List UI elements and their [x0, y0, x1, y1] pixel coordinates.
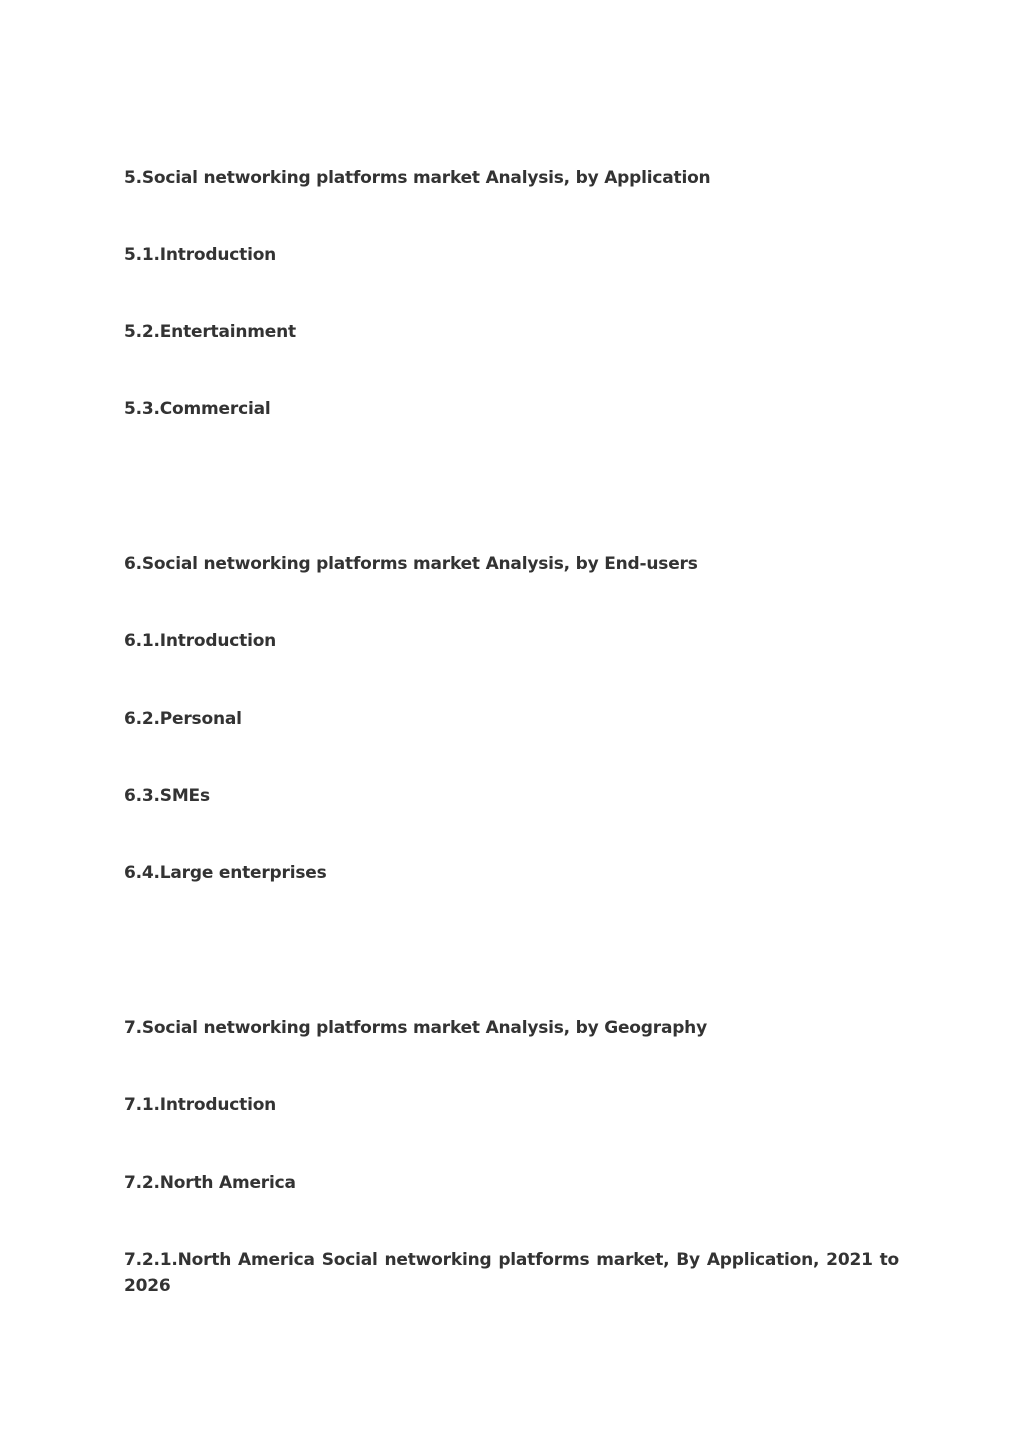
section-7-1-heading: 7.1.Introduction	[124, 1095, 277, 1115]
section-5-heading: 5.Social networking platforms market Analysis, by Application	[124, 168, 711, 188]
section-5-2-heading: 5.2.Entertainment	[124, 322, 296, 342]
section-7-2-heading: 7.2.North America	[124, 1173, 296, 1193]
section-6-2-heading: 6.2.Personal	[124, 709, 242, 729]
section-5-1-heading: 5.1.Introduction	[124, 245, 277, 265]
section-6-3-heading: 6.3.SMEs	[124, 786, 210, 806]
section-7-heading: 7.Social networking platforms market Analysis, by Geography	[124, 1018, 707, 1038]
section-6-1-heading: 6.1.Introduction	[124, 631, 277, 651]
section-6-4-heading: 6.4.Large enterprises	[124, 863, 327, 883]
section-5-3-heading: 5.3.Commercial	[124, 399, 271, 419]
section-6-heading: 6.Social networking platforms market Analysis, by End-users	[124, 554, 698, 574]
section-7-2-1-heading: 7.2.1.North America Social networking platforms market, By Application, 2021 to 2026	[124, 1250, 899, 1296]
